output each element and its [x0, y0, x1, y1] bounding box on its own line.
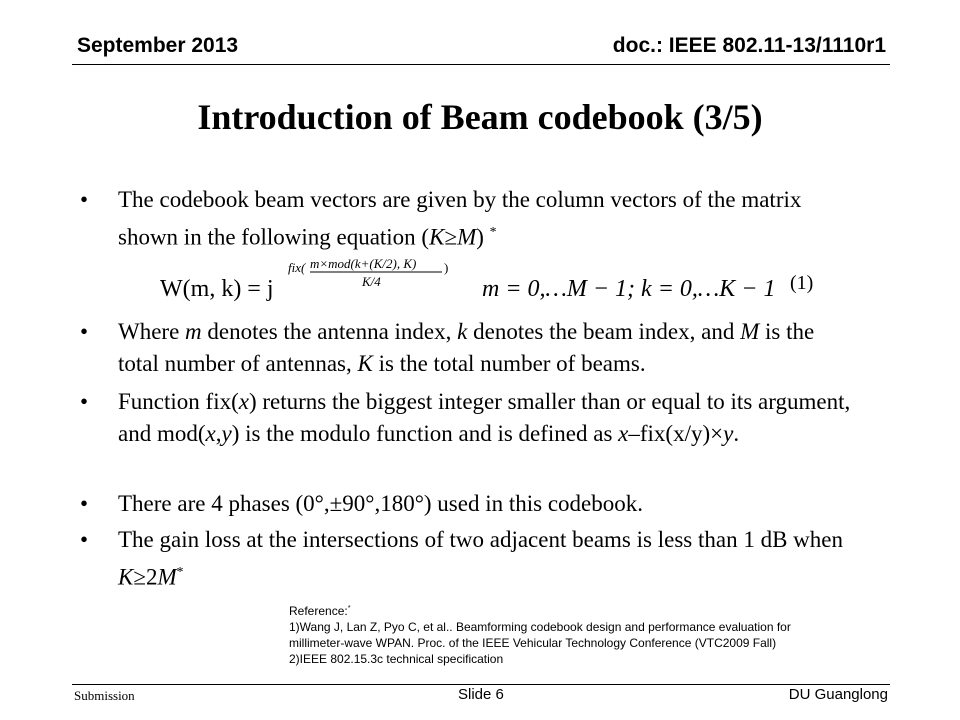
- bullet-dot: •: [80, 187, 89, 212]
- bullet-dot: •: [80, 527, 89, 552]
- header-divider: [72, 64, 890, 65]
- bullet-dot: •: [80, 491, 89, 516]
- footer-slide-number: Slide 6: [458, 686, 504, 703]
- header-date: September 2013: [77, 34, 239, 57]
- footer-author: DU Guanglong: [788, 686, 888, 703]
- equation-range: m = 0,…M − 1; k = 0,…K − 1: [482, 276, 776, 302]
- bullet-4-text: There are 4 phases (0°,±90°,180°) used in this codebook.: [118, 491, 644, 516]
- slide-title: Introduction of Beam codebook (3/5): [197, 97, 763, 137]
- reference-line: millimeter-wave WPAN. Proc. of the IEEE Vehicular Technology Conference (VTC2009 Fall): [289, 636, 777, 650]
- equation-number: (1): [790, 272, 814, 294]
- reference-line: 1)Wang J, Lan Z, Pyo C, et al.. Beamforming codebook design and performance evaluation for: [289, 620, 791, 634]
- bullet-3-text: Function fix(x) returns the biggest integer smaller than or equal to its argument, and mod(x,y) is the modulo function and is defined as x–fix(x/y)×y.: [118, 389, 851, 446]
- bullet-2-text: Where m denotes the antenna index, k denotes the beam index, and M is the total number of antennas, K is the total number of beams.: [118, 319, 815, 376]
- equation-denominator: K/4: [362, 274, 381, 289]
- bullet-1-text: The codebook beam vectors are given by the column vectors of the matrix shown in the following equation (K≥M) *: [118, 187, 802, 250]
- beam-codebook-equation: [160, 258, 830, 302]
- equation-numerator: m×mod(k+(K/2), K): [310, 258, 417, 271]
- equation-fix: fix(: [288, 260, 306, 275]
- footer-submission: Submission: [74, 688, 135, 703]
- bullet-dot: •: [80, 319, 89, 344]
- footer-divider: [72, 684, 890, 685]
- equation-close: ): [444, 260, 449, 275]
- header-doc-number: doc.: IEEE 802.11-13/1110r1: [612, 34, 886, 57]
- bullet-5-text: The gain loss at the intersections of two adjacent beams is less than 1 dB when K≥2M*: [118, 527, 843, 590]
- equation-lhs: W(m, k) = j: [160, 276, 274, 302]
- bullet-dot: •: [80, 389, 89, 414]
- reference-line: 2)IEEE 802.15.3c technical specification: [289, 652, 504, 666]
- reference-block: [289, 600, 929, 667]
- reference-heading: Reference:*: [289, 603, 351, 618]
